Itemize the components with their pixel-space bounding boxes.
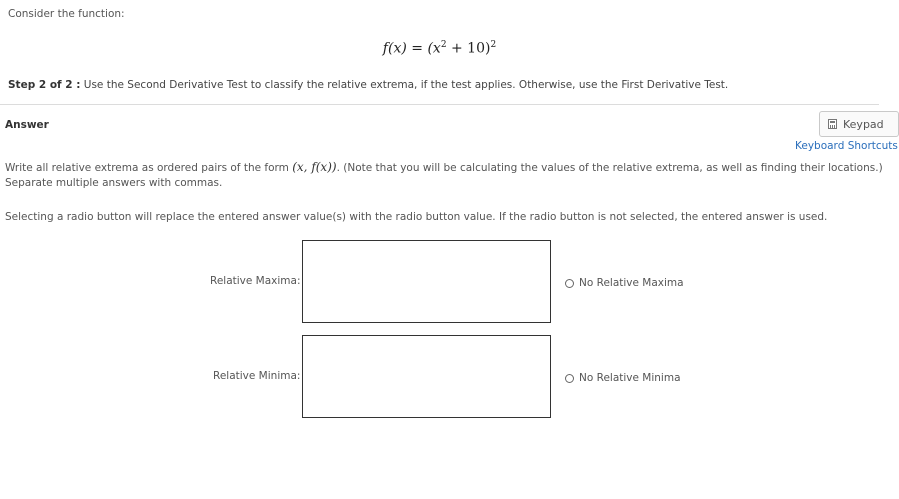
formula-rhs-rest: + 10) (446, 40, 491, 57)
instruction-line-1 (5, 160, 883, 174)
formula-inner-exponent: 2 (440, 40, 447, 50)
no-relative-minima-radio[interactable] (565, 372, 681, 384)
formula-rhs-base: (x (427, 40, 441, 57)
formula-outer-exponent: 2 (490, 40, 497, 50)
radio-note: Selecting a radio button will replace the entered answer value(s) with the radio button value. If the radio button is not selected, the entered answer is used. (5, 211, 828, 223)
keyboard-shortcuts-link[interactable]: Keyboard Shortcuts (795, 140, 898, 152)
instruction-math: (x, f(x)) (292, 160, 337, 174)
step-instruction (8, 79, 728, 91)
radio-unselected-icon[interactable] (565, 279, 574, 288)
keypad-button[interactable] (819, 111, 899, 137)
consider-text: Consider the function: (8, 8, 125, 20)
formula-equals: = (411, 40, 423, 57)
relative-minima-input[interactable] (302, 335, 551, 418)
no-relative-minima-label: No Relative Minima (579, 372, 681, 384)
instruction-line-2: Separate multiple answers with commas. (5, 177, 223, 189)
no-relative-maxima-radio[interactable] (565, 277, 684, 289)
relative-minima-label: Relative Minima: (213, 370, 301, 382)
relative-maxima-label: Relative Maxima: (210, 275, 301, 287)
instruction-post: . (Note that you will be calculating the values of the relative extrema, as well as finding their locations.) (336, 162, 883, 174)
formula-lhs: f(x) (382, 40, 407, 57)
step-text: Use the Second Derivative Test to classify the relative extrema, if the test applies. Otherwise, use the First Derivative Test. (83, 79, 729, 91)
instruction-pre: Write all relative extrema as ordered pairs of the form (5, 162, 293, 174)
function-formula (0, 40, 879, 57)
keypad-label: Keypad (843, 117, 884, 131)
section-divider (0, 104, 879, 105)
step-label: Step 2 of 2 : (8, 79, 81, 91)
answer-heading: Answer (5, 119, 49, 131)
calculator-icon (828, 119, 837, 129)
relative-maxima-input[interactable] (302, 240, 551, 323)
no-relative-maxima-label: No Relative Maxima (579, 277, 684, 289)
radio-unselected-icon[interactable] (565, 374, 574, 383)
